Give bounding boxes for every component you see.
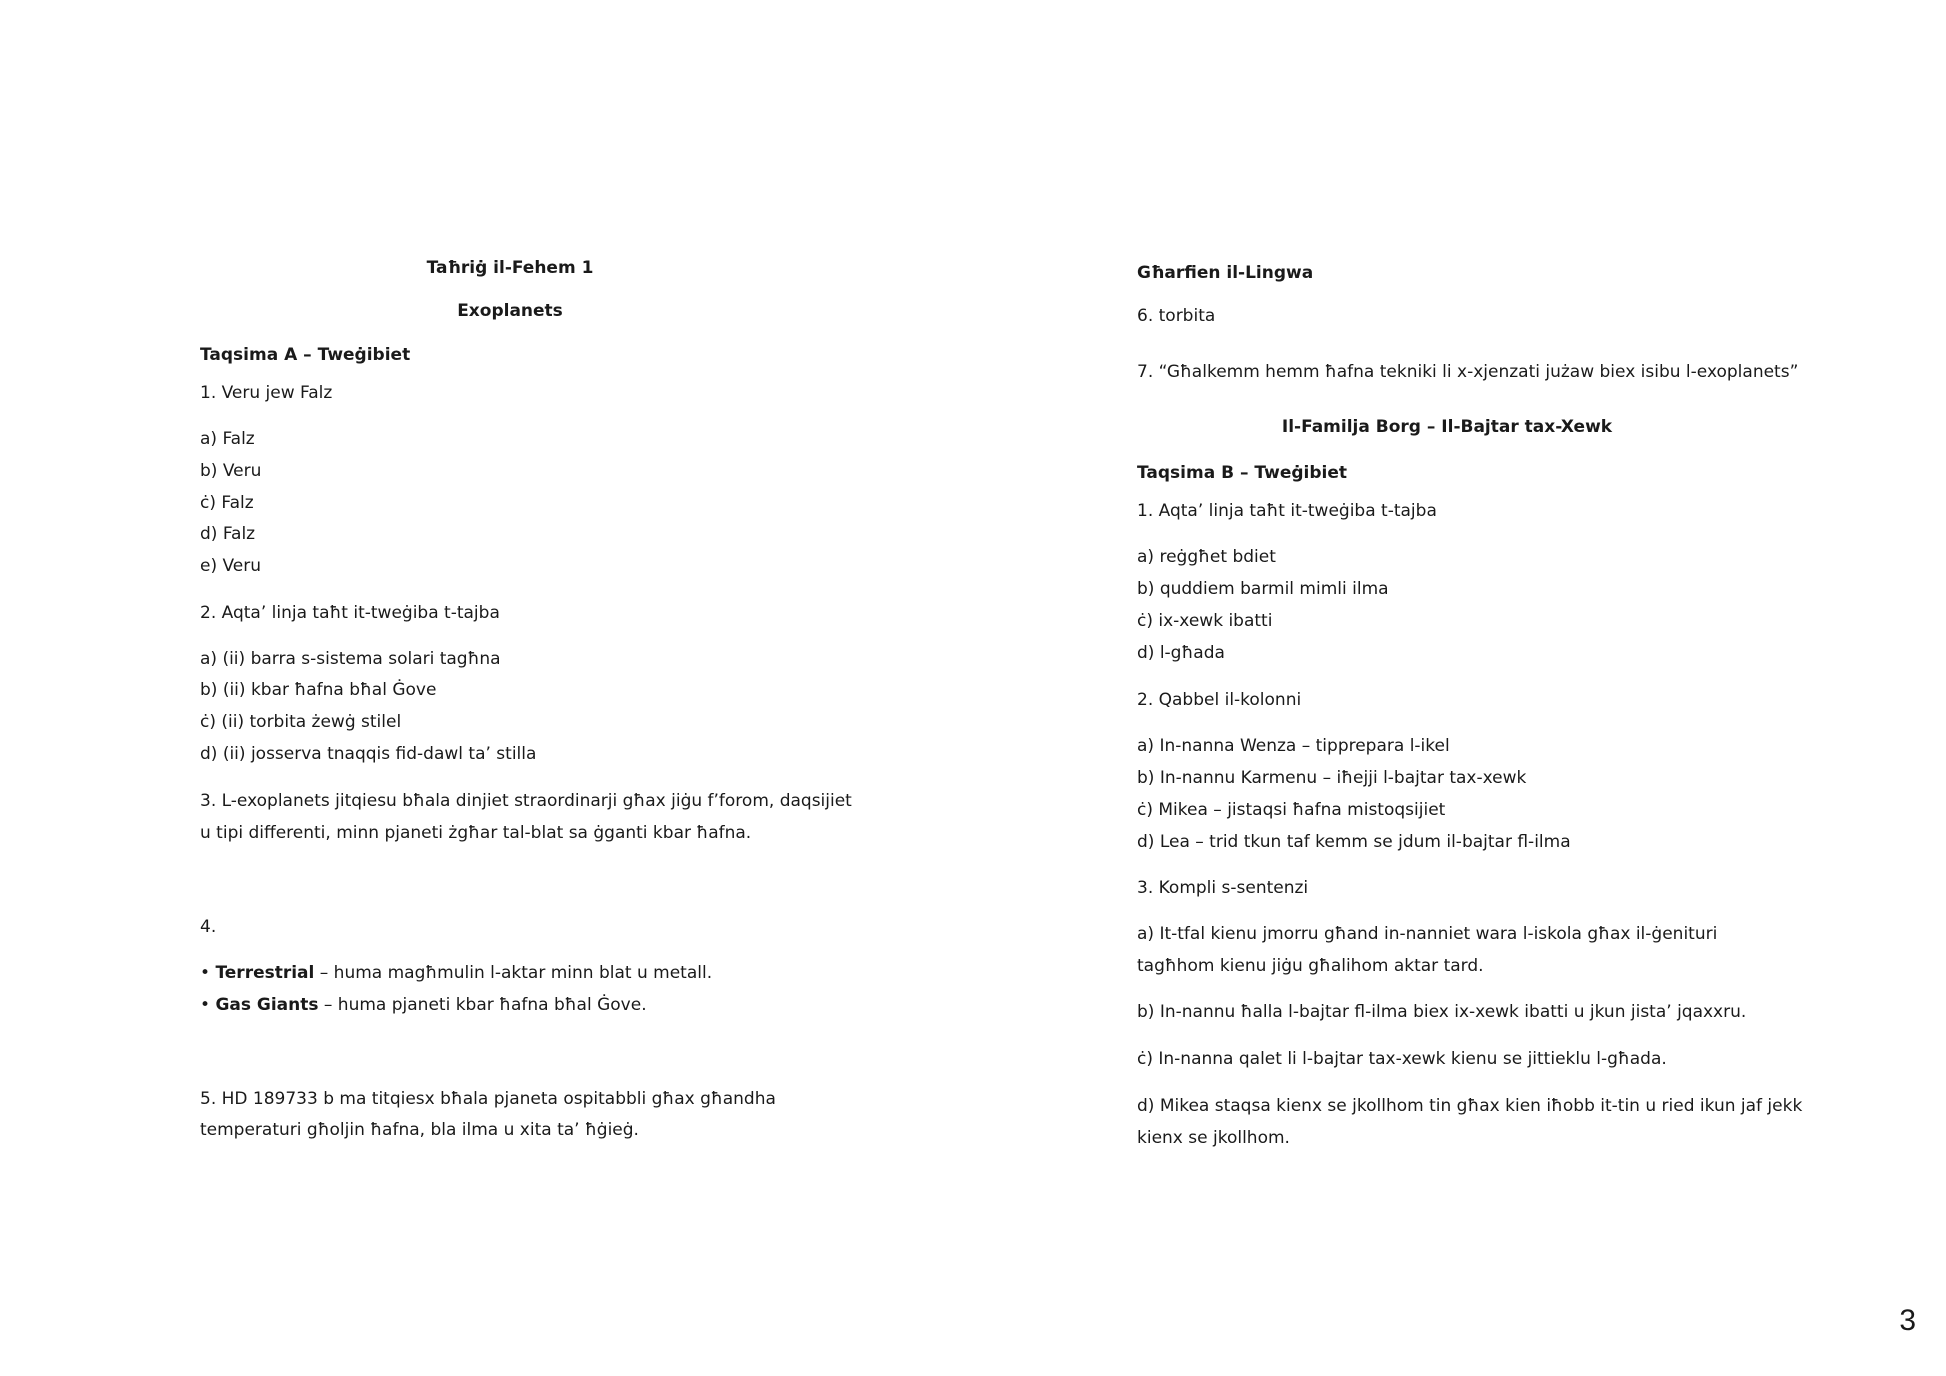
q4-desc: – huma pjaneti kbar ħafna bħal Ġove.	[318, 995, 647, 1015]
b2-answer: b) In-nannu Karmenu – iħejji l-bajtar tax-xewk	[1137, 768, 1527, 788]
q1-answer: e) Veru	[200, 556, 262, 576]
b3-line: tagħhom kienu jiġu għalihom aktar tard.	[1137, 956, 1484, 976]
b3-line: kienx se jkollhom.	[1137, 1128, 1290, 1148]
lingwa-heading: Għarfien il-Lingwa	[1137, 263, 1314, 283]
b2-label: 2. Qabbel il-kolonni	[1137, 690, 1302, 710]
q4-item: • Gas Giants – huma pjaneti kbar ħafna bħal Ġove.	[200, 995, 647, 1015]
q5-line: 5. HD 189733 b ma titqiesx bħala pjaneta ospitabbli għax għandha	[200, 1089, 776, 1109]
q2-answer: d) (ii) josserva tnaqqis fid-dawl ta’ stilla	[200, 744, 537, 764]
section-a-heading: Taqsima A – Tweġibiet	[200, 345, 411, 365]
q1-answer: b) Veru	[200, 461, 262, 481]
exercise-subtitle: Exoplanets	[457, 301, 563, 321]
b1-answer: a) reġgħet bdiet	[1137, 547, 1276, 567]
q4-desc: – huma magħmulin l-aktar minn blat u metall.	[314, 963, 713, 983]
b2-answer: a) In-nanna Wenza – tipprepara l-ikel	[1137, 736, 1450, 756]
q7-answer: 7. “Għalkemm hemm ħafna tekniki li x-xjenzati jużaw biex isibu l-exoplanets”	[1137, 362, 1799, 382]
q4-label: 4.	[200, 917, 217, 937]
q5-line: temperaturi għoljin ħafna, bla ilma u xita ta’ ħġieġ.	[200, 1120, 639, 1140]
b3-line: ċ) In-nanna qalet li l-bajtar tax-xewk kienu se jittieklu l-għada.	[1137, 1049, 1667, 1069]
b2-answer: d) Lea – trid tkun taf kemm se jdum il-bajtar fl-ilma	[1137, 832, 1571, 852]
q3-line: 3. L-exoplanets jitqiesu bħala dinjiet straordinarji għax jiġu f’forom, daqsijiet	[200, 791, 852, 811]
b2-answer: ċ) Mikea – jistaqsi ħafna mistoqsijiet	[1137, 800, 1446, 820]
b3-line: d) Mikea staqsa kienx se jkollhom tin għax kien iħobb it-tin u ried ikun jaf jekk	[1137, 1096, 1803, 1116]
q6-answer: 6. torbita	[1137, 306, 1216, 326]
q1-answer: d) Falz	[200, 524, 256, 544]
q1-answer: a) Falz	[200, 429, 255, 449]
q3-line: u tipi differenti, minn pjaneti żgħar tal-blat sa ġganti kbar ħafna.	[200, 823, 752, 843]
q2-answer: ċ) (ii) torbita żewġ stilel	[200, 712, 402, 732]
q4-item: • Terrestrial – huma magħmulin l-aktar minn blat u metall.	[200, 963, 713, 983]
q2-label: 2. Aqta’ linja taħt it-tweġiba t-tajba	[200, 603, 500, 623]
exercise-title: Taħriġ il-Fehem 1	[426, 258, 594, 278]
b3-label: 3. Kompli s-sentenzi	[1137, 878, 1309, 898]
b1-answer: ċ) ix-xewk ibatti	[1137, 611, 1273, 631]
q1-answer: ċ) Falz	[200, 493, 254, 513]
b1-answer: b) quddiem barmil mimli ilma	[1137, 579, 1389, 599]
q2-answer: b) (ii) kbar ħafna bħal Ġove	[200, 680, 437, 700]
b1-answer: d) l-għada	[1137, 643, 1225, 663]
q1-label: 1. Veru jew Falz	[200, 383, 333, 403]
q4-term: Terrestrial	[215, 963, 315, 983]
story-title: Il-Familja Borg – Il-Bajtar tax-Xewk	[1281, 417, 1613, 437]
b1-label: 1. Aqta’ linja taħt it-tweġiba t-tajba	[1137, 501, 1437, 521]
page-number: 3	[1899, 1304, 1916, 1337]
q2-answer: a) (ii) barra s-sistema solari tagħna	[200, 649, 501, 669]
q4-term: Gas Giants	[215, 995, 319, 1015]
section-b-heading: Taqsima B – Tweġibiet	[1137, 463, 1348, 483]
b3-line: a) It-tfal kienu jmorru għand in-nanniet wara l-iskola għax il-ġenituri	[1137, 924, 1718, 944]
b3-line: b) In-nannu ħalla l-bajtar fl-ilma biex ix-xewk ibatti u jkun jista’ jqaxxru.	[1137, 1002, 1747, 1022]
